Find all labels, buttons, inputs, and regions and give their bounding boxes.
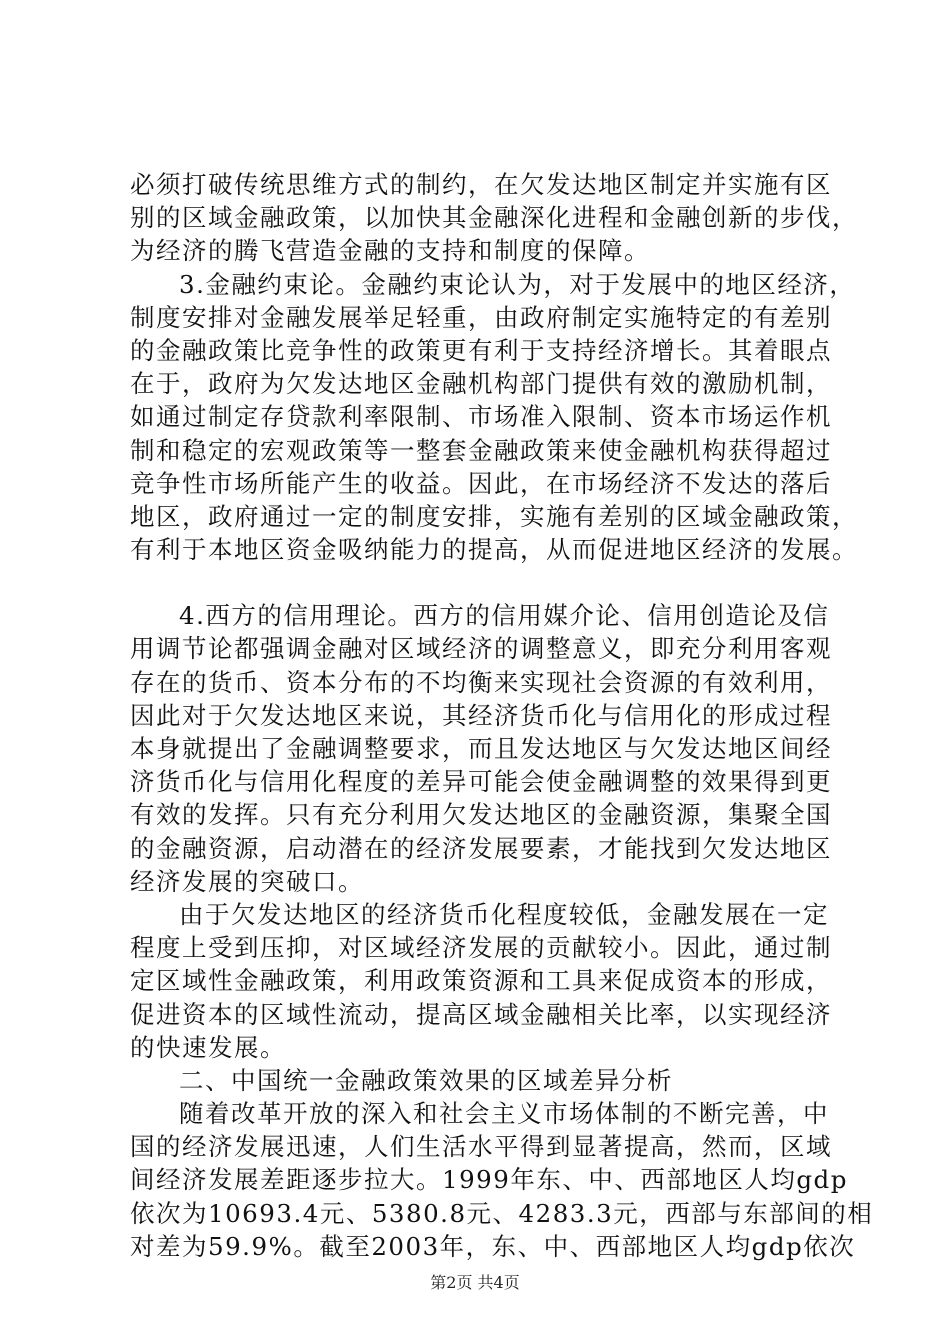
text-line: 地区，政府通过一定的制度安排，实施有差别的区域金融政策，: [130, 501, 858, 531]
text-line: 如通过制定存贷款利率限制、市场准入限制、资本市场运作机: [130, 402, 832, 432]
paragraph: [130, 168, 858, 268]
text-line: 经济发展的突破口。: [130, 866, 364, 896]
paragraph: [130, 268, 858, 567]
text-line: 在于，政府为欠发达地区金融机构部门提供有效的激励机制，: [130, 369, 832, 399]
text-line: 的金融政策比竞争性的政策更有利于支持经济增长。其着眼点: [130, 335, 832, 365]
text-line: 因此对于欠发达地区来说，其经济货币化与信用化的形成过程: [130, 700, 832, 730]
text-line: 二、中国统一金融政策效果的区域差异分析: [179, 1065, 673, 1095]
text-line: 4.西方的信用理论。西方的信用媒介论、信用创造论及信: [179, 601, 830, 631]
text-line: 国的经济发展迅速，人们生活水平得到显著提高，然而，区域: [130, 1132, 832, 1162]
text-line: 由于欠发达地区的经济货币化程度较低，金融发展在一定: [179, 899, 829, 929]
document-body: [130, 168, 874, 1263]
paragraph-gap: [130, 566, 830, 599]
page-footer: [0, 1270, 950, 1293]
text-line: 别的区域金融政策，以加快其金融深化进程和金融创新的步伐，: [130, 203, 858, 233]
paragraph: [130, 1097, 874, 1263]
text-line: 促进资本的区域性流动，提高区域金融相关比率，以实现经济: [130, 999, 832, 1029]
text-line: 为经济的腾飞营造金融的支持和制度的保障。: [130, 236, 650, 266]
text-line: 对差为59.9%。截至2003年，东、中、西部地区人均gdp依次: [130, 1231, 856, 1261]
text-line: 定区域性金融政策，利用政策资源和工具来促成资本的形成，: [130, 966, 832, 996]
text-line: 本身就提出了金融调整要求，而且发达地区与欠发达地区间经: [130, 734, 832, 763]
text-line: 用调节论都强调金融对区域经济的调整意义，即充分利用客观: [130, 634, 832, 664]
text-line: 有效的发挥。只有充分利用欠发达地区的金融资源，集聚全国: [130, 800, 832, 830]
text-line: 存在的货币、资本分布的不均衡来实现社会资源的有效利用，: [130, 667, 832, 697]
text-line: 程度上受到压抑，对区域经济发展的贡献较小。因此，通过制: [130, 933, 832, 963]
text-line: 依次为10693.4元、5380.8元、4283.3元，西部与东部间的相: [130, 1198, 874, 1228]
text-line: 的金融资源，启动潜在的经济发展要素，才能找到欠发达地区: [130, 833, 832, 863]
text-line: 有利于本地区资金吸纳能力的提高，从而促进地区经济的发展。: [130, 535, 858, 565]
text-line: 制度安排对金融发展举足轻重，由政府制定实施特定的有差别: [130, 302, 832, 332]
paragraph: [130, 1064, 830, 1097]
paragraph: [130, 599, 830, 898]
text-line: 间经济发展差距逐步拉大。1999年东、中、西部地区人均gdp: [130, 1165, 848, 1195]
text-line: 3.金融约束论。金融约束论认为，对于发展中的地区经济，: [179, 269, 856, 299]
text-line: 竞争性市场所能产生的收益。因此，在市场经济不发达的落后: [130, 468, 832, 498]
text-line: 随着改革开放的深入和社会主义市场体制的不断完善，中: [179, 1099, 829, 1129]
text-line: 制和稳定的宏观政策等一整套金融政策来使金融机构获得超过: [130, 435, 832, 465]
text-line: 济货币化与信用化程度的差异可能会使金融调整的效果得到更: [130, 767, 832, 797]
text-line: 的快速发展。: [130, 1032, 286, 1062]
text-line: 必须打破传统思维方式的制约，在欠发达地区制定并实施有区: [130, 170, 832, 199]
paragraph: [130, 898, 830, 1064]
page-number-label: 第2页 共4页: [430, 1273, 520, 1292]
